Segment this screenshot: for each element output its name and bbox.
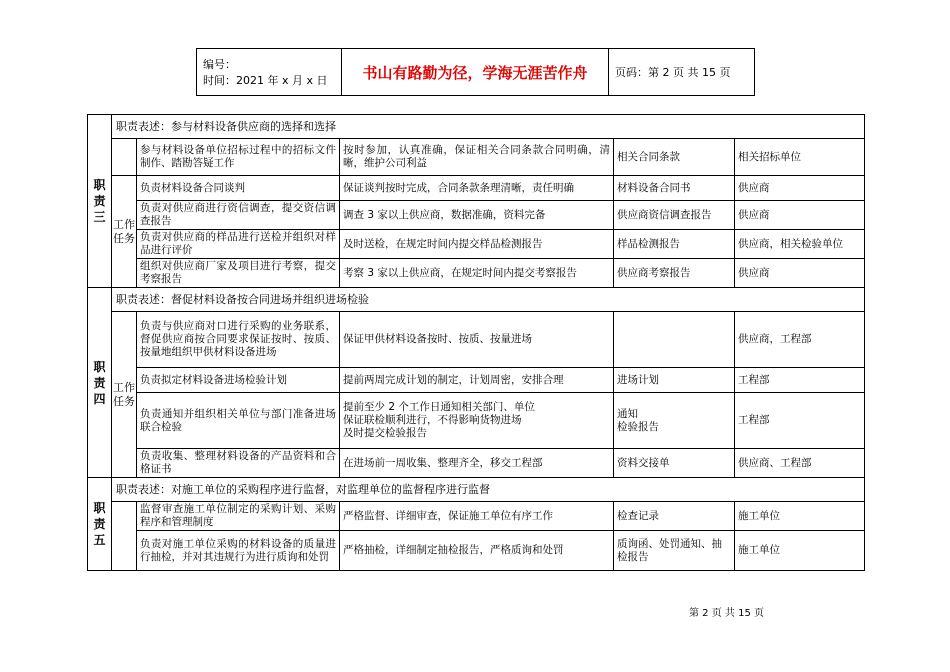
output-cell (614, 393, 735, 449)
page-footer: 第 2 页 共 15 页 (689, 608, 764, 619)
related-cell: 供应商 (735, 201, 865, 230)
standard-cell: 保证谈判按时完成，合同条款条理清晰，责任明确 (340, 176, 614, 201)
standard-cell: 考察 3 家以上供应商，在规定时间内提交考察报告 (340, 259, 614, 288)
section-3-clip (112, 139, 137, 176)
duty-table (87, 114, 865, 571)
table-row (88, 201, 865, 230)
output-cell (614, 312, 735, 368)
table-row (88, 312, 865, 368)
table-row (88, 449, 865, 478)
section-5-task-label (112, 502, 137, 571)
section-4-task-label: 工作任务 (112, 312, 137, 478)
standard-cell: 严格监督、详细审查，保证施工单位有序工作 (340, 502, 614, 531)
task-cell: 参与材料设备单位招标过程中的招标文件制作、踏勘答疑工作 (137, 139, 340, 176)
task-cell: 负责收集、整理材料设备的产品资料和合格证书 (137, 449, 340, 478)
task-cell: 负责拟定材料设备进场检验计划 (137, 368, 340, 393)
task-cell: 负责对施工单位采购的材料设备的质量进行抽检，并对其违规行为进行质询和处罚 (137, 531, 340, 571)
standard-line: 保证联检顺利进行，不得影响货物进场 (343, 414, 522, 426)
standard-cell (340, 393, 614, 449)
header-page-number: 页码：第 2 页 共 15 页 (609, 49, 755, 96)
output-cell: 供应商资信调查报告 (614, 201, 735, 230)
related-cell: 供应商 (735, 259, 865, 288)
task-cell: 负责对供应商进行资信调查，提交资信调查报告 (137, 201, 340, 230)
related-cell: 供应商，工程部 (735, 312, 865, 368)
task-cell: 组织对供应商厂家及项目进行考察，提交考察报告 (137, 259, 340, 288)
related-cell: 供应商、工程部 (735, 449, 865, 478)
related-cell: 供应商，相关检验单位 (735, 230, 865, 259)
output-cell: 材料设备合同书 (614, 176, 735, 201)
header-motto: 书山有路勤为径，学海无涯苦作舟 (342, 49, 609, 96)
output-cell: 资料交接单 (614, 449, 735, 478)
related-cell: 施工单位 (735, 502, 865, 531)
document-number-label: 编号： (203, 58, 236, 71)
task-cell: 负责与供应商对口进行采购的业务联系，督促供应商按合同要求保证按时、按质、按量地组织甲供材料设备进场 (137, 312, 340, 368)
related-cell: 工程部 (735, 368, 865, 393)
section-4-label: 职责四 (88, 288, 112, 478)
table-row (88, 368, 865, 393)
output-line: 检验报告 (617, 420, 659, 433)
table-row (88, 139, 865, 176)
related-cell: 供应商 (735, 176, 865, 201)
document-date: 时间：2021 年 x 月 x 日 (203, 74, 328, 87)
output-line: 通知 (617, 407, 638, 420)
output-cell: 样品检测报告 (614, 230, 735, 259)
page-header (196, 48, 755, 96)
related-cell: 工程部 (735, 393, 865, 449)
section-5-description: 职责表述：对施工单位的采购程序进行监督，对监理单位的监督程序进行监督 (112, 478, 865, 502)
standard-line: 提前至少 2 个工作日通知相关部门、单位 (343, 401, 535, 413)
table-row (88, 230, 865, 259)
standard-cell: 提前两周完成计划的制定，计划周密，安排合理 (340, 368, 614, 393)
task-cell: 监督审查施工单位制定的采购计划、采购程序和管理制度 (137, 502, 340, 531)
output-cell: 供应商考察报告 (614, 259, 735, 288)
table-row (88, 259, 865, 288)
section-5-label: 职责五 (88, 478, 112, 571)
table-row (88, 502, 865, 531)
section-3-label: 职责三 (88, 115, 112, 288)
section-3-description: 职责表述：参与材料设备供应商的选择和选择 (112, 115, 865, 139)
table-row (88, 531, 865, 571)
section-3-task-label: 工作任务 (112, 176, 137, 288)
section-4-description: 职责表述：督促材料设备按合同进场并组织进场检验 (112, 288, 865, 312)
output-cell: 质询函、处罚通知、抽检报告 (614, 531, 735, 571)
standard-cell: 保证甲供材料设备按时、按质、按量进场 (340, 312, 614, 368)
output-cell: 检查记录 (614, 502, 735, 531)
task-cell: 负责对供应商的样品进行送检并组织对样品进行评价 (137, 230, 340, 259)
standard-line: 及时提交检验报告 (343, 427, 427, 439)
standard-cell: 严格抽检，详细制定抽检报告，严格质询和处罚 (340, 531, 614, 571)
standard-cell: 调查 3 家以上供应商，数据准确，资料完备 (340, 201, 614, 230)
task-cell: 负责通知并组织相关单位与部门准备进场联合检验 (137, 393, 340, 449)
table-row (88, 393, 865, 449)
standard-cell: 按时参加，认真准确，保证相关合同条款合同明确，清晰，维护公司利益 (340, 139, 614, 176)
task-cell: 负责材料设备合同谈判 (137, 176, 340, 201)
output-cell: 进场计划 (614, 368, 735, 393)
standard-cell: 及时送检，在规定时间内提交样品检测报告 (340, 230, 614, 259)
related-cell: 施工单位 (735, 531, 865, 571)
related-cell: 相关招标单位 (735, 139, 865, 176)
standard-cell: 在进场前一周收集、整理齐全，移交工程部 (340, 449, 614, 478)
output-cell: 相关合同条款 (614, 139, 735, 176)
header-meta (197, 49, 342, 96)
table-row (88, 176, 865, 201)
